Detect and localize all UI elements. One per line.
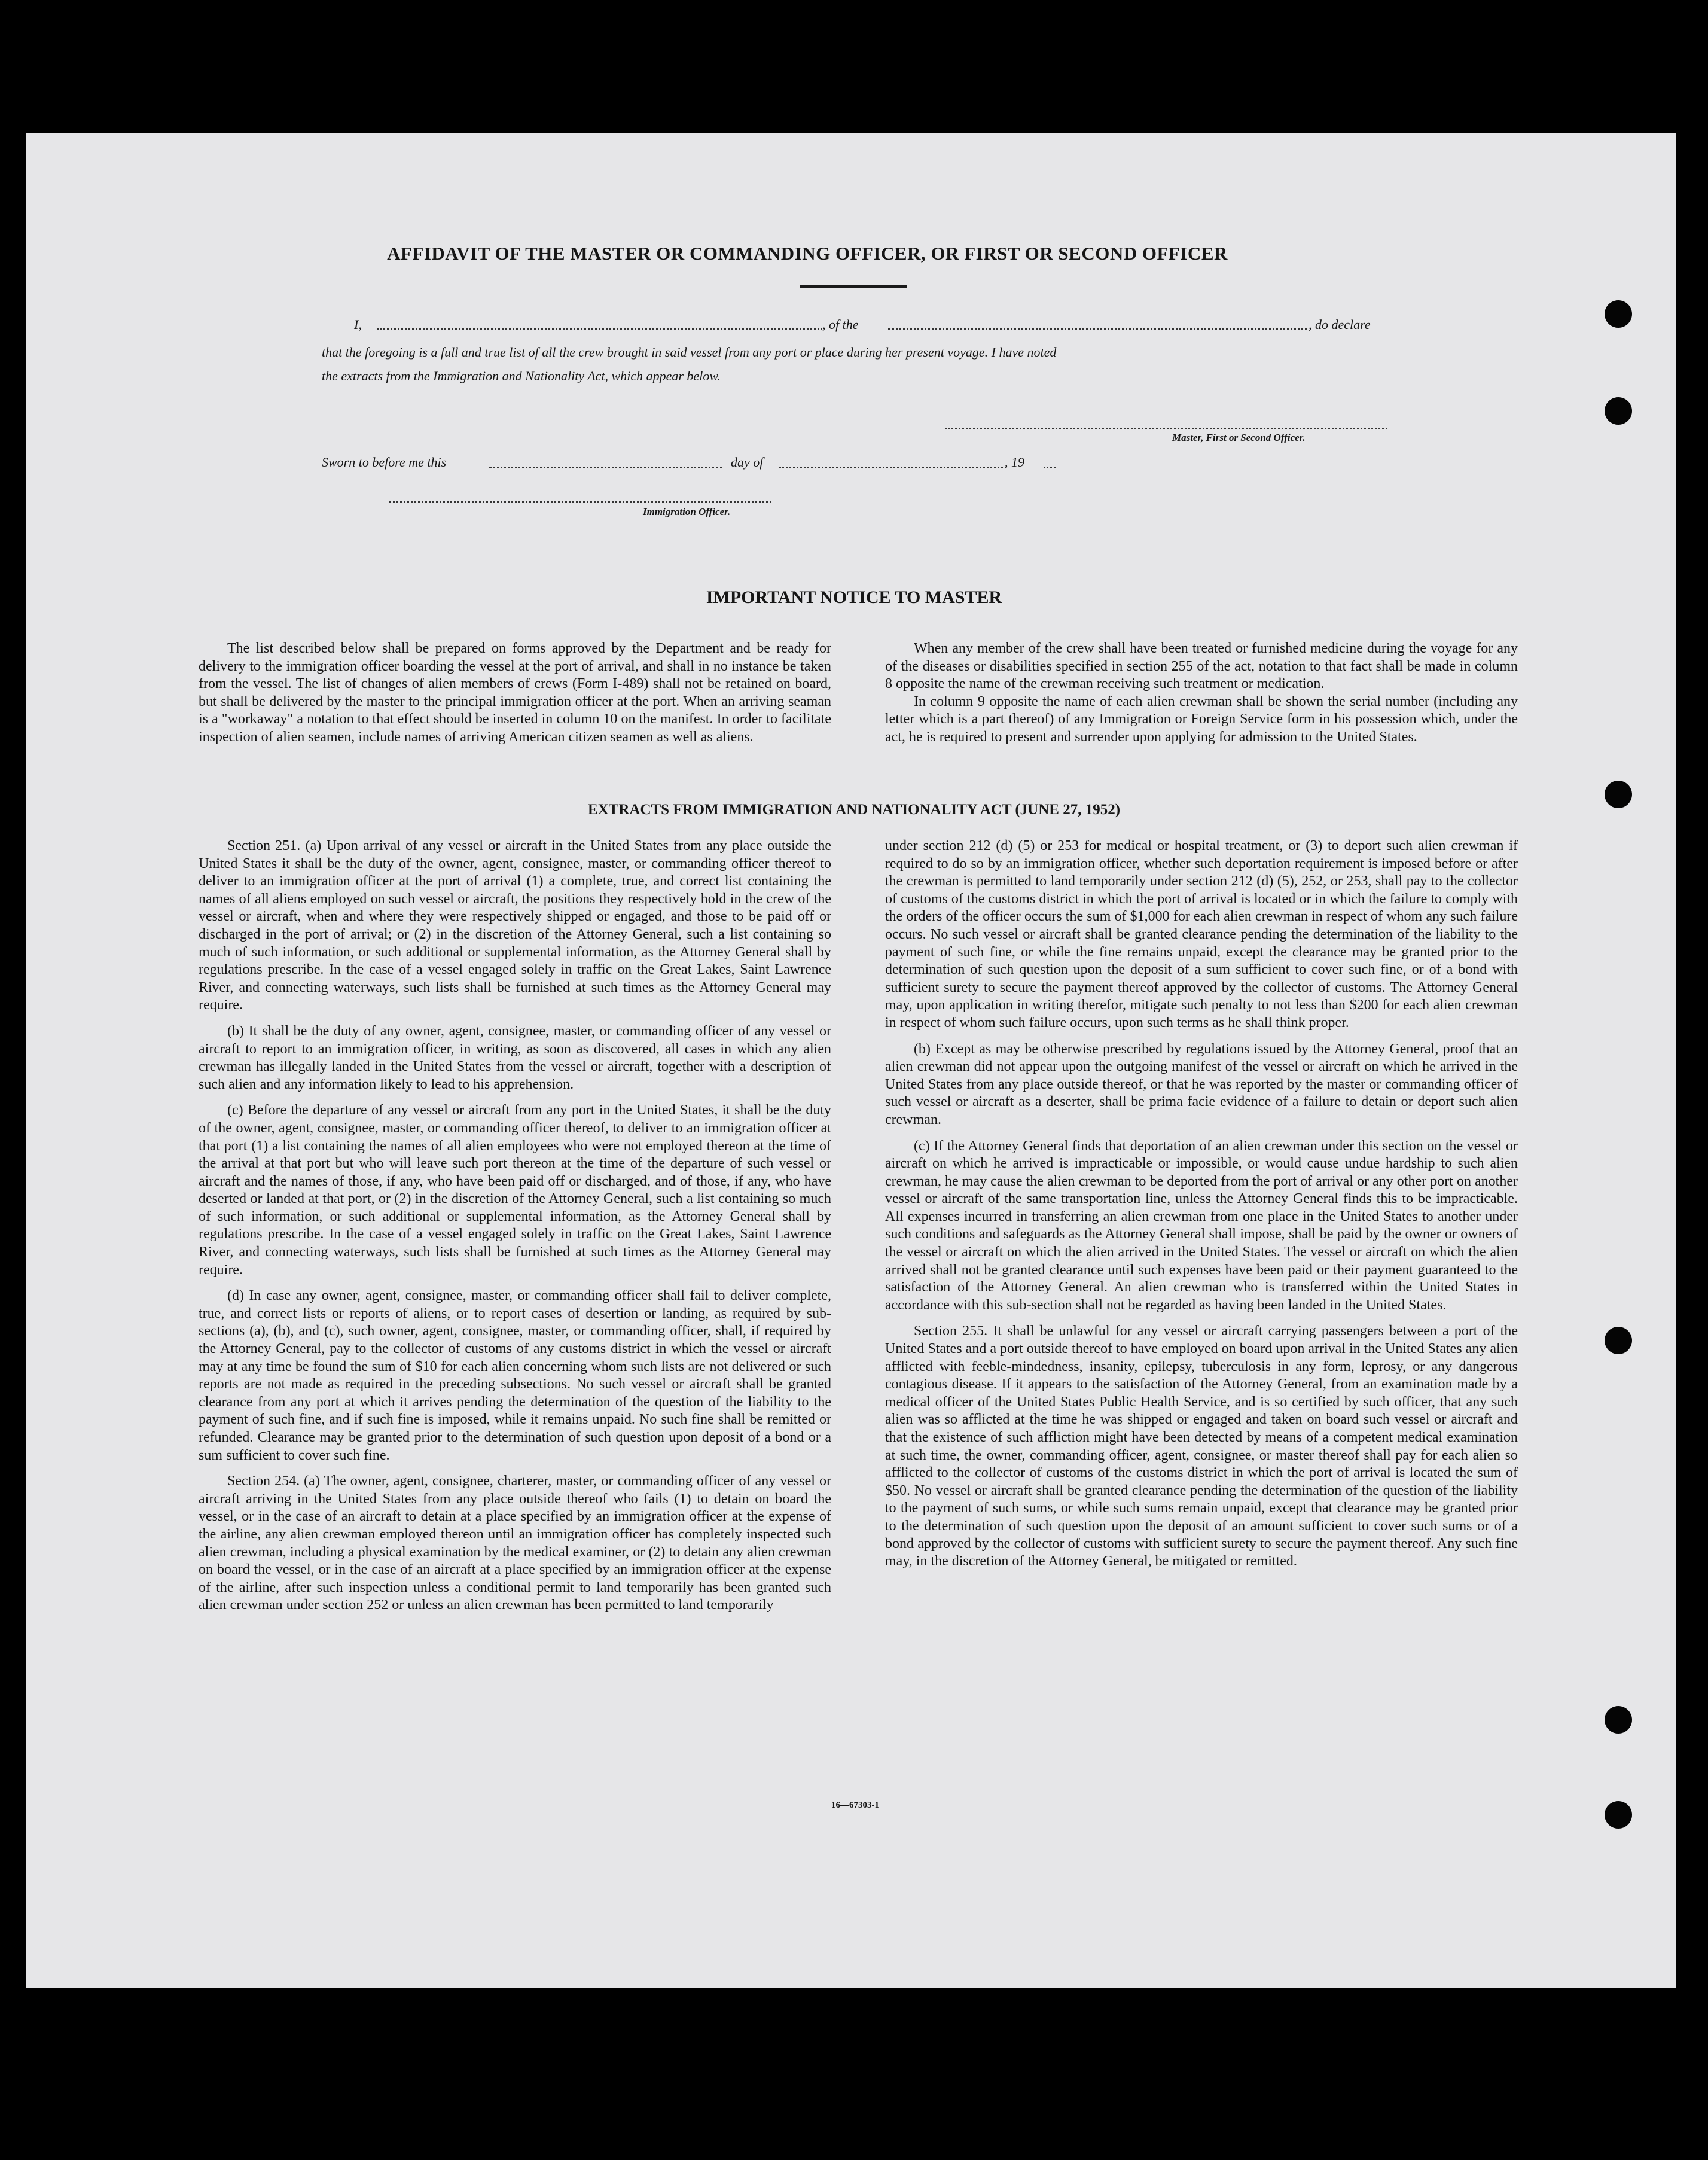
extract-paragraph: under section 212 (d) (5) or 253 for medical or hospital treatment, or (3) to deport such alien crewman if required to do so by an immigration officer, whether such deportation requirement is imposed before or after the crewman is permitted to land temporarily under section 212 (d) (5), 252, or 253, shall pay to the collector of customs of the customs district in which the port of arrival is located or in which the failure to comply with the orders of the officer occurs the sum of $1,000 for each alien crewman in respect of whom any such failure occurs. No such vessel or aircraft shall be granted clearance pending the determination of the liability to the payment of such fine, or while the fine remains unpaid, except the clearance may be granted prior to the determination of such question upon the deposit of a sum sufficient to cover such fine, or of a bond with sufficient surety to secure the payment thereof approved by the collector of customs. The Attorney General may, upon application in writing therefor, mitigate such penalty to not less than $200 for each alien crewman in respect of whom such failure occurs, upon such terms as he shall think proper. <box>885 838 1518 1031</box>
binder-hole-icon <box>1605 1327 1632 1354</box>
immigration-officer-signature-line <box>389 500 771 503</box>
extract-paragraph: Section 254. (a) The owner, agent, consignee, charterer, master, or commanding officer of any vessel or aircraft arriving in the United States from any place outside thereof who fails (1) to detain on board the vessel, or in the case of an aircraft to detain at a place specified by an immigration officer at the expense of the airline, any alien crewman employed thereon until an immigration officer has completely inspected such alien crewman, including a physical examination by the medical examiner, or (2) to detain any alien crewman on board the vessel, or in the case of an aircraft at a place specified by an immigration officer at the expense of the airline, after such inspection unless a conditional permit to land temporarily has been granted such alien crewman under section 252 or unless an alien crewman has been permitted to land temporarily <box>199 1473 831 1613</box>
form-code: 16—67303-1 <box>831 1800 879 1810</box>
affidavit-i-label: I, <box>354 317 362 332</box>
sworn-month-line <box>779 465 1006 468</box>
notice-right-column <box>885 640 1518 755</box>
affidavit-line-2: that the foregoing is a full and true list of all the crew brought in said vessel from any port or place during her present voyage. I have noted <box>322 345 1057 360</box>
immigration-officer-label: Immigration Officer. <box>643 506 731 517</box>
sworn-day-line <box>489 465 722 468</box>
affidavit-line-3: the extracts from the Immigration and Nationality Act, which appear below. <box>322 368 721 383</box>
day-of-label: day of <box>731 455 764 470</box>
sworn-label: Sworn to before me this <box>322 455 447 470</box>
notice-right-paragraph-2: In column 9 opposite the name of each alien crewman shall be shown the serial number (including any letter which is a part thereof) of any Immigration or Foreign Service form in his possession which, under the act, he is required to present and surrender upon applying for admission to the United States. <box>885 693 1518 745</box>
extract-paragraph: Section 251. (a) Upon arrival of any vessel or aircraft in the United States from any place outside the United States it shall be the duty of the owner, agent, consignee, master, or commanding officer thereof to deliver to an immigration officer at the port of arrival (1) a complete, true, and correct list containing the names of all aliens employed on such vessel or aircraft, the positions they respectively hold in the crew of the vessel or aircraft, when and where they were respectively shipped or engaged, and those to be paid off or discharged in the port of arrival; or (2) in the discretion of the Attorney General, such a list containing so much of such information, or such additional or supplemental information, as the Attorney General shall by regulations prescribe. In the case of a vessel engaged solely in traffic on the Great Lakes, Saint Lawrence River, and connecting waterways, such lists shall be furnished at such times as the Attorney General may require. <box>199 838 831 1013</box>
affidavit-title: AFFIDAVIT OF THE MASTER OR COMMANDING OFFICER, OR FIRST OR SECOND OFFICER <box>387 243 1228 264</box>
vessel-name-line <box>888 327 1307 330</box>
extracts-left-column <box>199 837 831 1623</box>
master-signature-label: Master, First or Second Officer. <box>1172 432 1306 443</box>
extract-paragraph: (b) Except as may be otherwise prescribed by regulations issued by the Attorney General, proof that an alien crewman did not appear upon the outgoing manifest of the vessel or aircraft on which he arrived in the United States from any place outside thereof, or that he was reported by the master or commanding officer of such vessel or aircraft as a deserter, shall be prima facie evidence of a failure to detain or deport such alien crewman. <box>885 1041 1518 1128</box>
notice-left-paragraph: The list described below shall be prepared on forms approved by the Department and be ready for delivery to the immigration officer boarding the vessel at the port of arrival, and shall in no instance be taken from the vessel. The list of changes of alien members of crews (Form I-489) shall not be retained on board, but shall be delivered by the master to the principal immigration officer at the port. When an arriving seaman is a "workaway" a notation to that effect should be inserted in column 10 on the manifest. In order to facilitate inspection of alien seamen, include names of arriving American citizen seamen as well as aliens. <box>199 641 831 745</box>
title-divider <box>800 285 907 288</box>
extract-paragraph: (c) If the Attorney General finds that deportation of an alien crewman under this section on the vessel or aircraft on which he arrived is impracticable or impossible, or would cause undue hardship to such alien crewman, he may cause the alien crewman to be deported from the port of arrival or any other port on another vessel or aircraft of the same transportation line, unless the Attorney General finds this to be impracticable. All expenses incurred in transferring an alien crewman from one place in the United States to another under such conditions and safeguards as the Attorney General shall impose, shall be paid by the owner or owners of the vessel or aircraft on which the alien arrived in the United States. The vessel or aircraft on which the alien arrived shall not be granted clearance until such expenses have been paid or their payment guaranteed to the satisfaction of the Attorney General. An alien crewman who is transferred within the United States in accordance with this sub-section shall not be regarded as having been landed in the United States. <box>885 1138 1518 1313</box>
sworn-year-line <box>1044 465 1056 468</box>
binder-hole-icon <box>1605 1801 1632 1829</box>
affidavit-of-the-label: , of the <box>822 317 859 332</box>
extracts-title: EXTRACTS FROM IMMIGRATION AND NATIONALITY ACT (JUNE 27, 1952) <box>587 802 1121 818</box>
notice-title: IMPORTANT NOTICE TO MASTER <box>706 587 1002 607</box>
extract-paragraph: (d) In case any owner, agent, consignee, master, or commanding officer shall fail to deliver complete, true, and correct lists or reports of aliens, or to report cases of desertion or landing, as required by sub-sections (a), (b), and (c), such owner, agent, consignee, master, or commanding officer, shall, if required by the Attorney General, pay to the collector of customs of any customs district in which the vessel or aircraft may at any time be found the sum of $10 for each alien concerning whom such lists are not delivered or such reports are not made as required in the preceding subsections. No such vessel or aircraft shall be granted clearance from any port at which it arrives pending the determination of the question of the liability to the payment of such fine, and if such fine is imposed, while it remains unpaid. No such fine shall be remitted or refunded. Clearance may be granted prior to the determination of such question upon deposit of a bond or a sum sufficient to cover such fine. <box>199 1288 831 1463</box>
notice-left-column <box>199 640 831 755</box>
extract-paragraph: Section 255. It shall be unlawful for any vessel or aircraft carrying passengers between a port of the United States and a port outside thereof to have employed on board upon arrival in the United States any alien afflicted with feeble-mindedness, insanity, epilepsy, tuberculosis in any form, leprosy, or any dangerous contagious disease. If it appears to the satisfaction of the Attorney General, from an examination made by a medical officer of the United States Public Health Service, and is so certified by such officer, that any such alien was so afflicted at the time he was shipped or engaged and taken on board such vessel or aircraft and that the existence of such affliction might have been detected by means of a competent medical examination at such time, the owner, commanding officer, agent, consignee, or master thereof shall pay for each alien so afflicted to the collector of customs of the customs district in which the port of arrival is located the sum of $50. No vessel or aircraft shall be granted clearance pending the determination of the question of the liability to the payment of such sums, or while such sums remain unpaid, except that clearance may be granted prior to the determination of such question upon the deposit of an amount sufficient to cover such sums or of a bond approved by the collector of customs with sufficient surety to secure the payment thereof. Any such fine may, in the discretion of the Attorney General, be mitigated or remitted. <box>885 1323 1518 1570</box>
binder-hole-icon <box>1605 300 1632 328</box>
extract-paragraph: (b) It shall be the duty of any owner, agent, consignee, master, or commanding officer of any vessel or aircraft to report to an immigration officer, in writing, as soon as discovered, all cases in which any alien crewman has illegally landed in the United States from the vessel or aircraft, together with a description of such alien and any information likely to lead to his apprehension. <box>199 1023 831 1092</box>
binder-hole-icon <box>1605 781 1632 808</box>
affiant-name-line <box>377 327 822 330</box>
extracts-right-column <box>885 837 1518 1579</box>
notice-right-paragraph-1: When any member of the crew shall have been treated or furnished medicine during the voyage for any of the diseases or disabilities specified in section 255 of the act, notation to that fact shall be made in column 8 opposite the name of the crewman receiving such treatment or medication. <box>885 641 1518 692</box>
binder-hole-icon <box>1605 1706 1632 1734</box>
master-signature-line <box>945 426 1387 429</box>
year-label: , 19 <box>1005 455 1024 470</box>
do-declare-label: , do declare <box>1309 317 1371 332</box>
extract-paragraph: (c) Before the departure of any vessel or aircraft from any port in the United States, it shall be the duty of the owner, agent, consignee, master, or commanding officer thereof, to deliver to an immigration officer at that port (1) a list containing the names of all alien employees who were not employed thereon at the time of the arrival at that port but who will leave such port thereon at the time of the departure of such vessel or aircraft and the names of those, if any, who have been paid off or discharged, and of those, if any, who have deserted or landed at that port, or (2) in the discretion of the Attorney General, such a list containing so much of such information, or such additional or supplemental information, as the Attorney General shall by regulations prescribe. In the case of a vessel engaged solely in traffic on the Great Lakes, Saint Lawrence River, and connecting waterways, such lists shall be furnished at such times as the Attorney General may require. <box>199 1102 831 1278</box>
binder-hole-icon <box>1605 397 1632 425</box>
